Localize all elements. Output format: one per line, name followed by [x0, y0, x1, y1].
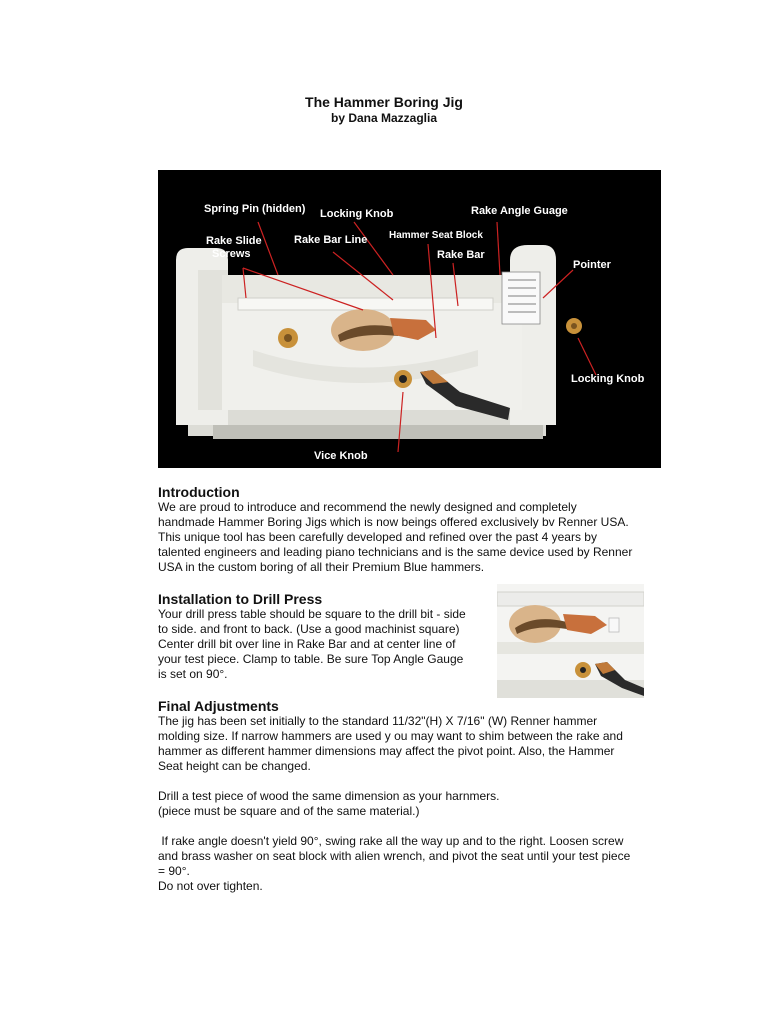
document-title: The Hammer Boring Jig: [305, 94, 463, 110]
intro-line: This unique tool has been carefully developed and refined over the past 4 years by: [158, 530, 597, 544]
label-locking-knob-top: Locking Knob: [320, 208, 394, 220]
final-adjustments-text-b: [158, 789, 500, 819]
label-spring-pin: Spring Pin (hidden): [204, 203, 306, 215]
final-line: Do not over tighten.: [158, 879, 263, 893]
label-hammer-seat-block: Hammer Seat Block: [389, 230, 483, 241]
label-screws: Screws: [212, 248, 251, 260]
label-locking-knob-right: Locking Knob: [571, 373, 645, 385]
label-rake-slide: Rake Slide: [206, 235, 262, 247]
installation-line: is set on 90°.: [158, 667, 228, 681]
final-line: (piece must be square and of the same material.): [158, 804, 420, 818]
installation-line: Center drill bit over line in Rake Bar and at center line of: [158, 637, 456, 651]
final-line: The jig has been set initially to the standard 11/32"(H) X 7/16" (W) Renner hammer: [158, 714, 598, 728]
final-line: Seat height can be changed.: [158, 759, 311, 773]
final-adjustments-text-a: [158, 714, 623, 774]
final-line: and brass washer on seat block with alien wrench, and pivot the seat until your test piece: [158, 849, 631, 863]
inset-photo: [497, 584, 644, 698]
final-line: molding size. If narrow hammers are used y ou may want to shim between the rake and: [158, 729, 623, 743]
label-rake-bar-line: Rake Bar Line: [294, 234, 368, 246]
label-rake-angle-gauge: Rake Angle Guage: [471, 205, 568, 217]
installation-heading: Installation to Drill Press: [158, 591, 323, 607]
document-author: by Dana Mazzaglia: [330, 111, 438, 125]
final-line: = 90°.: [158, 864, 190, 878]
intro-line: We are proud to introduce and recommend the newly designed and completely: [158, 500, 577, 514]
inset-illustration: [497, 584, 644, 698]
final-line: If rake angle doesn't yield 90°, swing rake all the way up and to the right. Loosen screw: [158, 834, 624, 848]
jig-photo: [158, 170, 661, 468]
intro-line: USA in the custom boring of all their Premium Blue hammers.: [158, 560, 485, 574]
introduction-text: [158, 500, 632, 575]
introduction-heading: Introduction: [158, 484, 240, 500]
installation-line: to side. and front to back. (Use a good machinist square): [158, 622, 460, 636]
intro-line: talented engineers and leading piano technicians and is the same device used by Renner: [158, 545, 633, 559]
label-pointer: Pointer: [573, 259, 611, 271]
installation-text: [158, 607, 466, 682]
installation-line: Your drill press table should be square to the drill bit - side: [158, 607, 466, 621]
label-vice-knob: Vice Knob: [314, 450, 368, 462]
final-adjustments-text-c: [158, 834, 630, 894]
final-line: hammer as different hammer dimensions may affect the pivot point. Also, the Hammer: [158, 744, 615, 758]
installation-line: your test piece. Clamp to table. Be sure Top Angle Gauge: [158, 652, 464, 666]
label-rake-bar: Rake Bar: [437, 249, 485, 261]
intro-line: handmade Hammer Boring Jigs which is now beings offered exclusively bv Renner USA.: [158, 515, 629, 529]
rake-bar: [238, 298, 493, 310]
final-adjustments-heading: Final Adjustments: [158, 698, 279, 714]
final-line: Drill a test piece of wood the same dimension as your harnmers.: [158, 789, 500, 803]
